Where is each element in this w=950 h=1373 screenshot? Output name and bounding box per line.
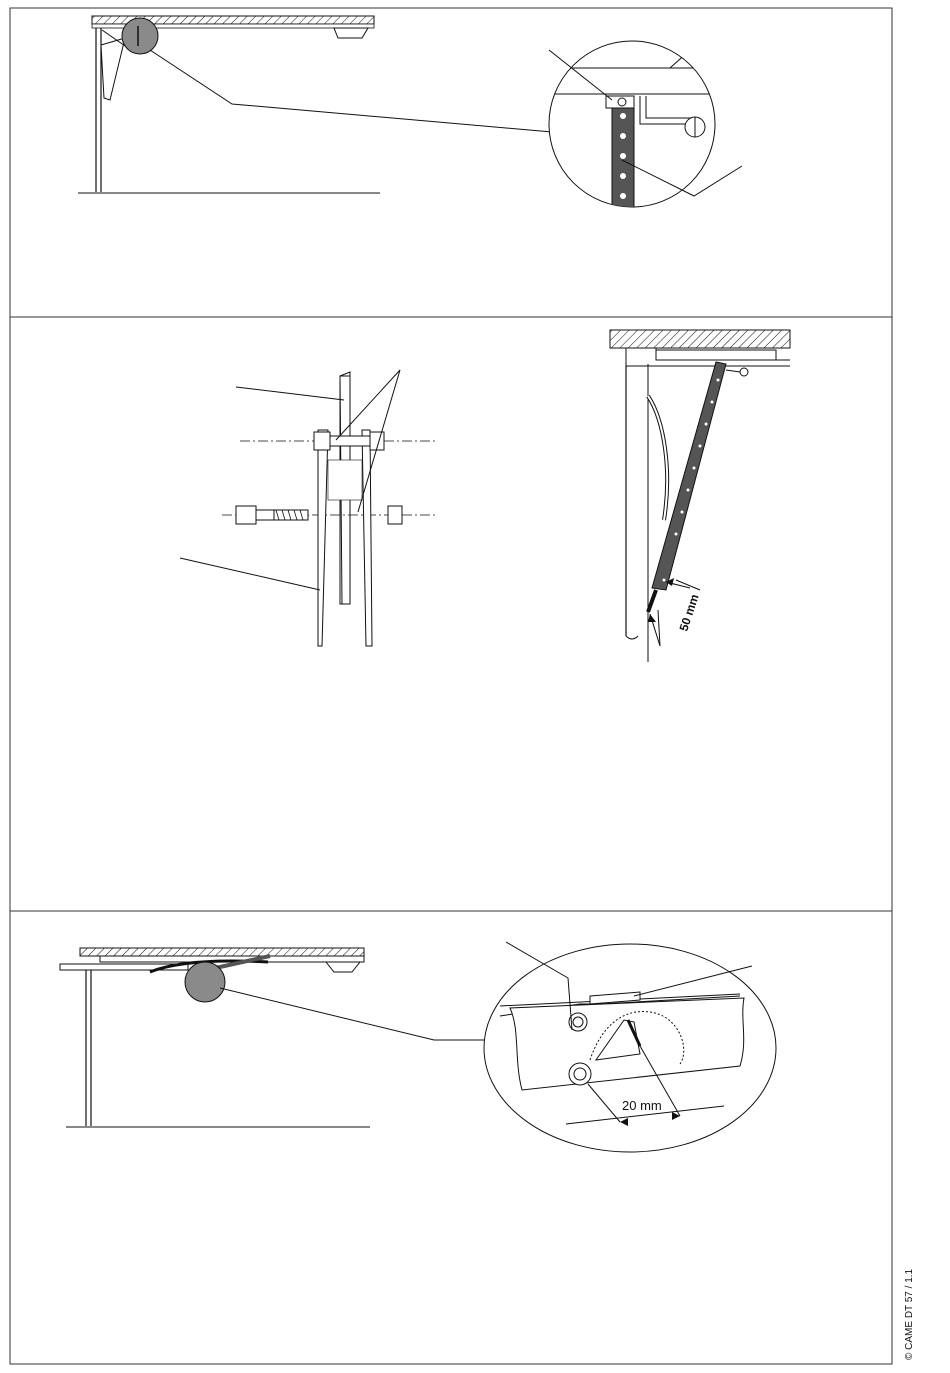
dimension-label-50mm: 50 mm [676,592,702,633]
copyright-label: © CAME DT 57 / 1.1 [904,1268,915,1360]
panel-3-figure [10,911,892,1364]
panel-1-drawing [10,8,892,317]
panel-3-drawing [10,911,892,1364]
panel-2-figure [10,317,892,911]
panel-2-drawing [10,317,892,911]
panel-1-figure [10,8,892,317]
dimension-label-20mm: 20 mm [622,1098,662,1113]
